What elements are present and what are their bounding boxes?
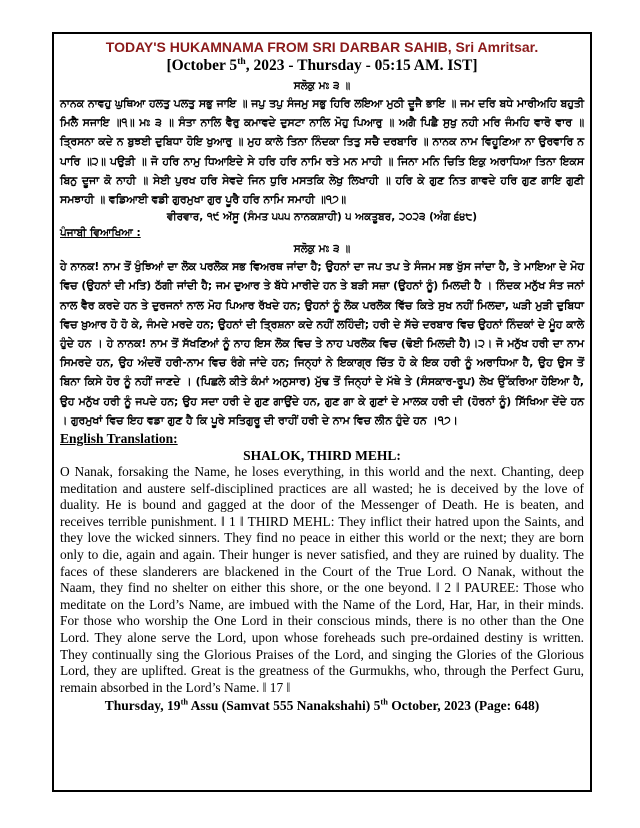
footer-sup-1: th [180, 697, 188, 707]
header-date-rest: , 2023 - Thursday - 05:15 AM. IST] [245, 57, 478, 74]
punjabi-text: ਹੇ ਨਾਨਕ! ਨਾਮ ਤੋਂ ਖੁੰਝਿਆਂ ਦਾ ਲੋਕ ਪਰਲੋਕ ਸਭ ਵਿਅਰਥ ਜਾਂਦਾ ਹੈ; ਉਹਨਾਂ ਦਾ ਜਪ ਤਪ ਤੇ ਸੰਜਮ ਸਭ ਖੁੱਸ ਜਾਂਦਾ ਹੈ, ਤੇ ਮਾਇਆ ਦੇ ਮੋਹ ਵਿਚ (ਉਹਨਾਂ ਦੀ ਮਤਿ) ਠੱਗੀ ਜਾਂਦੀ ਹੈ; ਜਮ ਦੁਆਰ ਤੇ ਬੱਧੇ ਮਾਰੀਦੇ ਹਨ ਤੇ ਬੜੀ ਸਜ਼ਾ (ਉਹਨਾਂ ਨੂੰ) ਮਿਲਦੀ ਹੈ । ਨਿੰਦਕ ਮਨੁੱਖ ਸੰਤ ਜਨਾਂ ਨਾਲ ਵੈਰ ਕਰਦੇ ਹਨ ਤੇ ਦੁਰਜਨਾਂ ਨਾਲ ਮੋਹ ਪਿਆਰ ਰੱਖਦੇ ਹਨ; ਉਹਨਾਂ ਨੂੰ ਲੋਕ ਪਰਲੋਕ ਵਿੱਚ ਕਿਤੇ ਸੁਖ ਨਹੀਂ ਮਿਲਦਾ, ਘੜੀ ਮੁੜੀ ਦੁਬਿਧਾ ਵਿਚ ਖ਼ੁਆਰ ਹੋ ਹੋ ਕੇ, ਜੰਮਦੇ ਮਰਦੇ ਹਨ; ਉਹਨਾਂ ਦੀ ਤ੍ਰਿਸ਼ਨਾ ਕਦੇ ਨਹੀਂ ਲਹਿੰਦੀ; ਹਰੀ ਦੇ ਸੱਚੇ ਦਰਬਾਰ ਵਿਚ ਉਹਨਾਂ ਨਿੰਦਕਾਂ ਦੇ ਮੂੰਹ ਕਾਲੇ ਹੁੰਦੇ ਹਨ । ਹੇ ਨਾਨਕ! ਨਾਮ ਤੋਂ ਸੱਖਣਿਆਂ ਨੂੰ ਨਾਹ ਇਸ ਲੋਕ ਵਿਚ ਤੇ ਨਾਹ ਪਰਲੋਕ ਵਿਚ (ਢੋਈ ਮਿਲਦੀ ਹੈ)।੨। ਜੋ ਮਨੁੱਖ ਹਰੀ ਦਾ ਨਾਮ ਸਿਮਰਦੇ ਹਨ, ਉਹ ਅੰਦਰੋਂ ਹਰੀ-ਨਾਮ ਵਿਚ ਰੰਗੇ ਜਾਂਦੇ ਹਨ; ਜਿਨ੍ਹਾਂ ਨੇ ਇਕਾਗ੍ਰ ਚਿੱਤ ਹੋ ਕੇ ਇਕ ਹਰੀ ਨੂੰ ਅਰਾਧਿਆ ਹੈ, ਉਹ ਉਸ ਤੋਂ ਬਿਨਾ ਕਿਸੇ ਹੋਰ ਨੂੰ ਨਹੀਂ ਜਾਣਦੇ । (ਪਿਛਲੇ ਕੀਤੇ ਕੰਮਾਂ ਅਨੁਸਾਰ) ਮੁੱਢ ਤੋਂ ਜਿਨ੍ਹਾਂ ਦੇ ਮੱਥੇ ਤੇ (ਸੰਸਕਾਰ-ਰੂਪ) ਲੇਖ ਉੱਕਰਿਆ ਹੋਇਆ ਹੈ, ਉਹ ਮਨੁੱਖ ਹਰੀ ਨੂੰ ਜਪਦੇ ਹਨ; ਉਹ ਸਦਾ ਹਰੀ ਦੇ ਗੁਣ ਗਾਉਂਦੇ ਹਨ, ਗੁਣ ਗਾ ਕੇ ਗੁਣਾਂ ਦੇ ਮਾਲਕ ਹਰੀ ਦੀ (ਹੋਰਨਾਂ ਨੂੰ) ਸਿੱਖਿਆ ਦੇਂਦੇ ਹਨ । ਗੁਰਮੁਖਾਂ ਵਿਚ ਇਹ ਵਡਾ ਗੁਣ ਹੈ ਕਿ ਪੂਰੇ ਸਤਿਗੁਰੂ ਦੀ ਰਾਹੀਂ ਹਰੀ ਦੇ ਨਾਮ ਵਿਚ ਲੀਨ ਹੁੰਦੇ ਹਨ ।੧੭। [60, 260, 584, 427]
english-text: O Nanak, forsaking the Name, he loses everything, in this world and the next. Chanting, deep meditation and austere self-disciplined practices are all wasted; he is deceived by the love of duality. He is bound and gagged at the door of the Messenger of Death. He is beaten, and receives terrible punishment. ‖ 1 ‖ THIRD MEHL: They inflict their hatred upon the Saints, and they love the wicked sinners. They find no peace in either this world or the next; they are born only to die, again and again. Their hunger is never satisfied, and they are ruined by duality. The faces of these slanderers are blackened in the Court of the True Lord. O Nanak, without the Naam, they find no shelter on either this shore, or the one beyond. ‖ 2 ‖ PAUREE: Those who meditate on the Lord’s Name, are imbued with the Name of the Lord, Har, Har, in their minds. For those who worship the One Lord in their conscious minds, there is no other than the One Lord. They alone serve the Lord, upon whose foreheads such pre-ordained destiny is written. They continually sing the Glorious Praises of the Lord, and singing the Glories of the Glorious Lord, they are uplifted. Great is the greatness of the Gurmukhs, who, through the Perfect Guru, remain absorbed in the Lord’s Name. ‖ 17 ‖ [60, 464, 584, 695]
header-date-sup: th [237, 55, 246, 67]
footer-part-1: Thursday, 19 [104, 698, 181, 714]
header-date [60, 56, 584, 75]
punjabi-label: ਪੰਜਾਬੀ ਵਿਆਖਿਆ : [60, 227, 141, 240]
hukamnama-text: ਨਾਨਕ ਨਾਵਹੁ ਘੁਥਿਆ ਹਲਤੁ ਪਲਤੁ ਸਭੁ ਜਾਇ ॥ ਜਪੁ ਤਪੁ ਸੰਜਮੁ ਸਭੁ ਹਿਰਿ ਲਇਆ ਮੁਠੀ ਦੂਜੈ ਭਾਇ ॥ ਜਮ ਦਰਿ ਬਧੇ ਮਾਰੀਅਹਿ ਬਹੁਤੀ ਮਿਲੈ ਸਜਾਇ ॥੧॥ ਮਃ ੩ ॥ ਸੰਤਾ ਨਾਲਿ ਵੈਰੁ ਕਮਾਵਦੇ ਦੁਸਟਾ ਨਾਲਿ ਮੋਹੁ ਪਿਆਰੁ ॥ ਅਗੈ ਪਿਛੈ ਸੁਖੁ ਨਹੀ ਮਰਿ ਜੰਮਹਿ ਵਾਰੋ ਵਾਰ ॥ ਤ੍ਰਿਸਨਾ ਕਦੇ ਨ ਬੁਝਈ ਦੁਬਿਧਾ ਹੋਇ ਖੁਆਰੁ ॥ ਮੁਹ ਕਾਲੇ ਤਿਨਾ ਨਿੰਦਕਾ ਤਿਤੁ ਸਚੈ ਦਰਬਾਰਿ ॥ ਨਾਨਕ ਨਾਮ ਵਿਹੂਣਿਆ ਨਾ ਉਰਵਾਰਿ ਨ ਪਾਰਿ ॥੨॥ ਪਉੜੀ ॥ ਜੋ ਹਰਿ ਨਾਮੁ ਧਿਆਇਦੇ ਸੇ ਹਰਿ ਹਰਿ ਨਾਮਿ ਰਤੇ ਮਨ ਮਾਹੀ ॥ ਜਿਨਾ ਮਨਿ ਚਿਤਿ ਇਕੁ ਅਰਾਧਿਆ ਤਿਨਾ ਇਕਸ ਬਿਨੁ ਦੂਜਾ ਕੋ ਨਾਹੀ ॥ ਸੇਈ ਪੁਰਖ ਹਰਿ ਸੇਵਦੇ ਜਿਨ ਧੁਰਿ ਮਸਤਕਿ ਲੇਖੁ ਲਿਖਾਹੀ ॥ ਹਰਿ ਕੇ ਗੁਣ ਨਿਤ ਗਾਵਦੇ ਹਰਿ ਗੁਣ ਗਾਇ ਗੁਣੀ ਸਮਝਾਹੀ ॥ ਵਡਿਆਈ ਵਡੀ ਗੁਰਮੁਖਾ ਗੁਰ ਪੂਰੈ ਹਰਿ ਨਾਮਿ ਸਮਾਹੀ ॥੧੭॥ [60, 97, 584, 207]
punjabi-heading: ਸਲੋਕੁ ਮਃ ੩ ॥ [293, 243, 351, 256]
footer-date [60, 697, 584, 714]
footer-part-3: October, 2023 (Page: 648) [387, 698, 540, 714]
footer-sup-2: th [380, 697, 388, 707]
footer-part-2: Assu (Samvat 555 Nanakshahi) 5 [188, 698, 381, 714]
gurmukhi-date: ਵੀਰਵਾਰ, ੧੯ ਅੱਸੂ (ਸੰਮਤ ੫੫੫ ਨਾਨਕਸ਼ਾਹੀ) ੫ ਅਕਤੂਬਰ, ੨੦੨੩ (ਅੰਗ ੬੪੮) [166, 211, 478, 224]
hukamnama-page [52, 32, 592, 792]
english-label: English Translation: [60, 431, 178, 447]
header-date-open: [October 5 [166, 57, 238, 74]
hukamnama-heading: ਸਲੋਕੁ ਮਃ ੩ ॥ [293, 80, 351, 92]
english-heading: SHALOK, THIRD MEHL: [243, 448, 401, 464]
page-title: TODAY'S HUKAMNAMA FROM SRI DARBAR SAHIB, Sri Amritsar. [105, 39, 539, 55]
